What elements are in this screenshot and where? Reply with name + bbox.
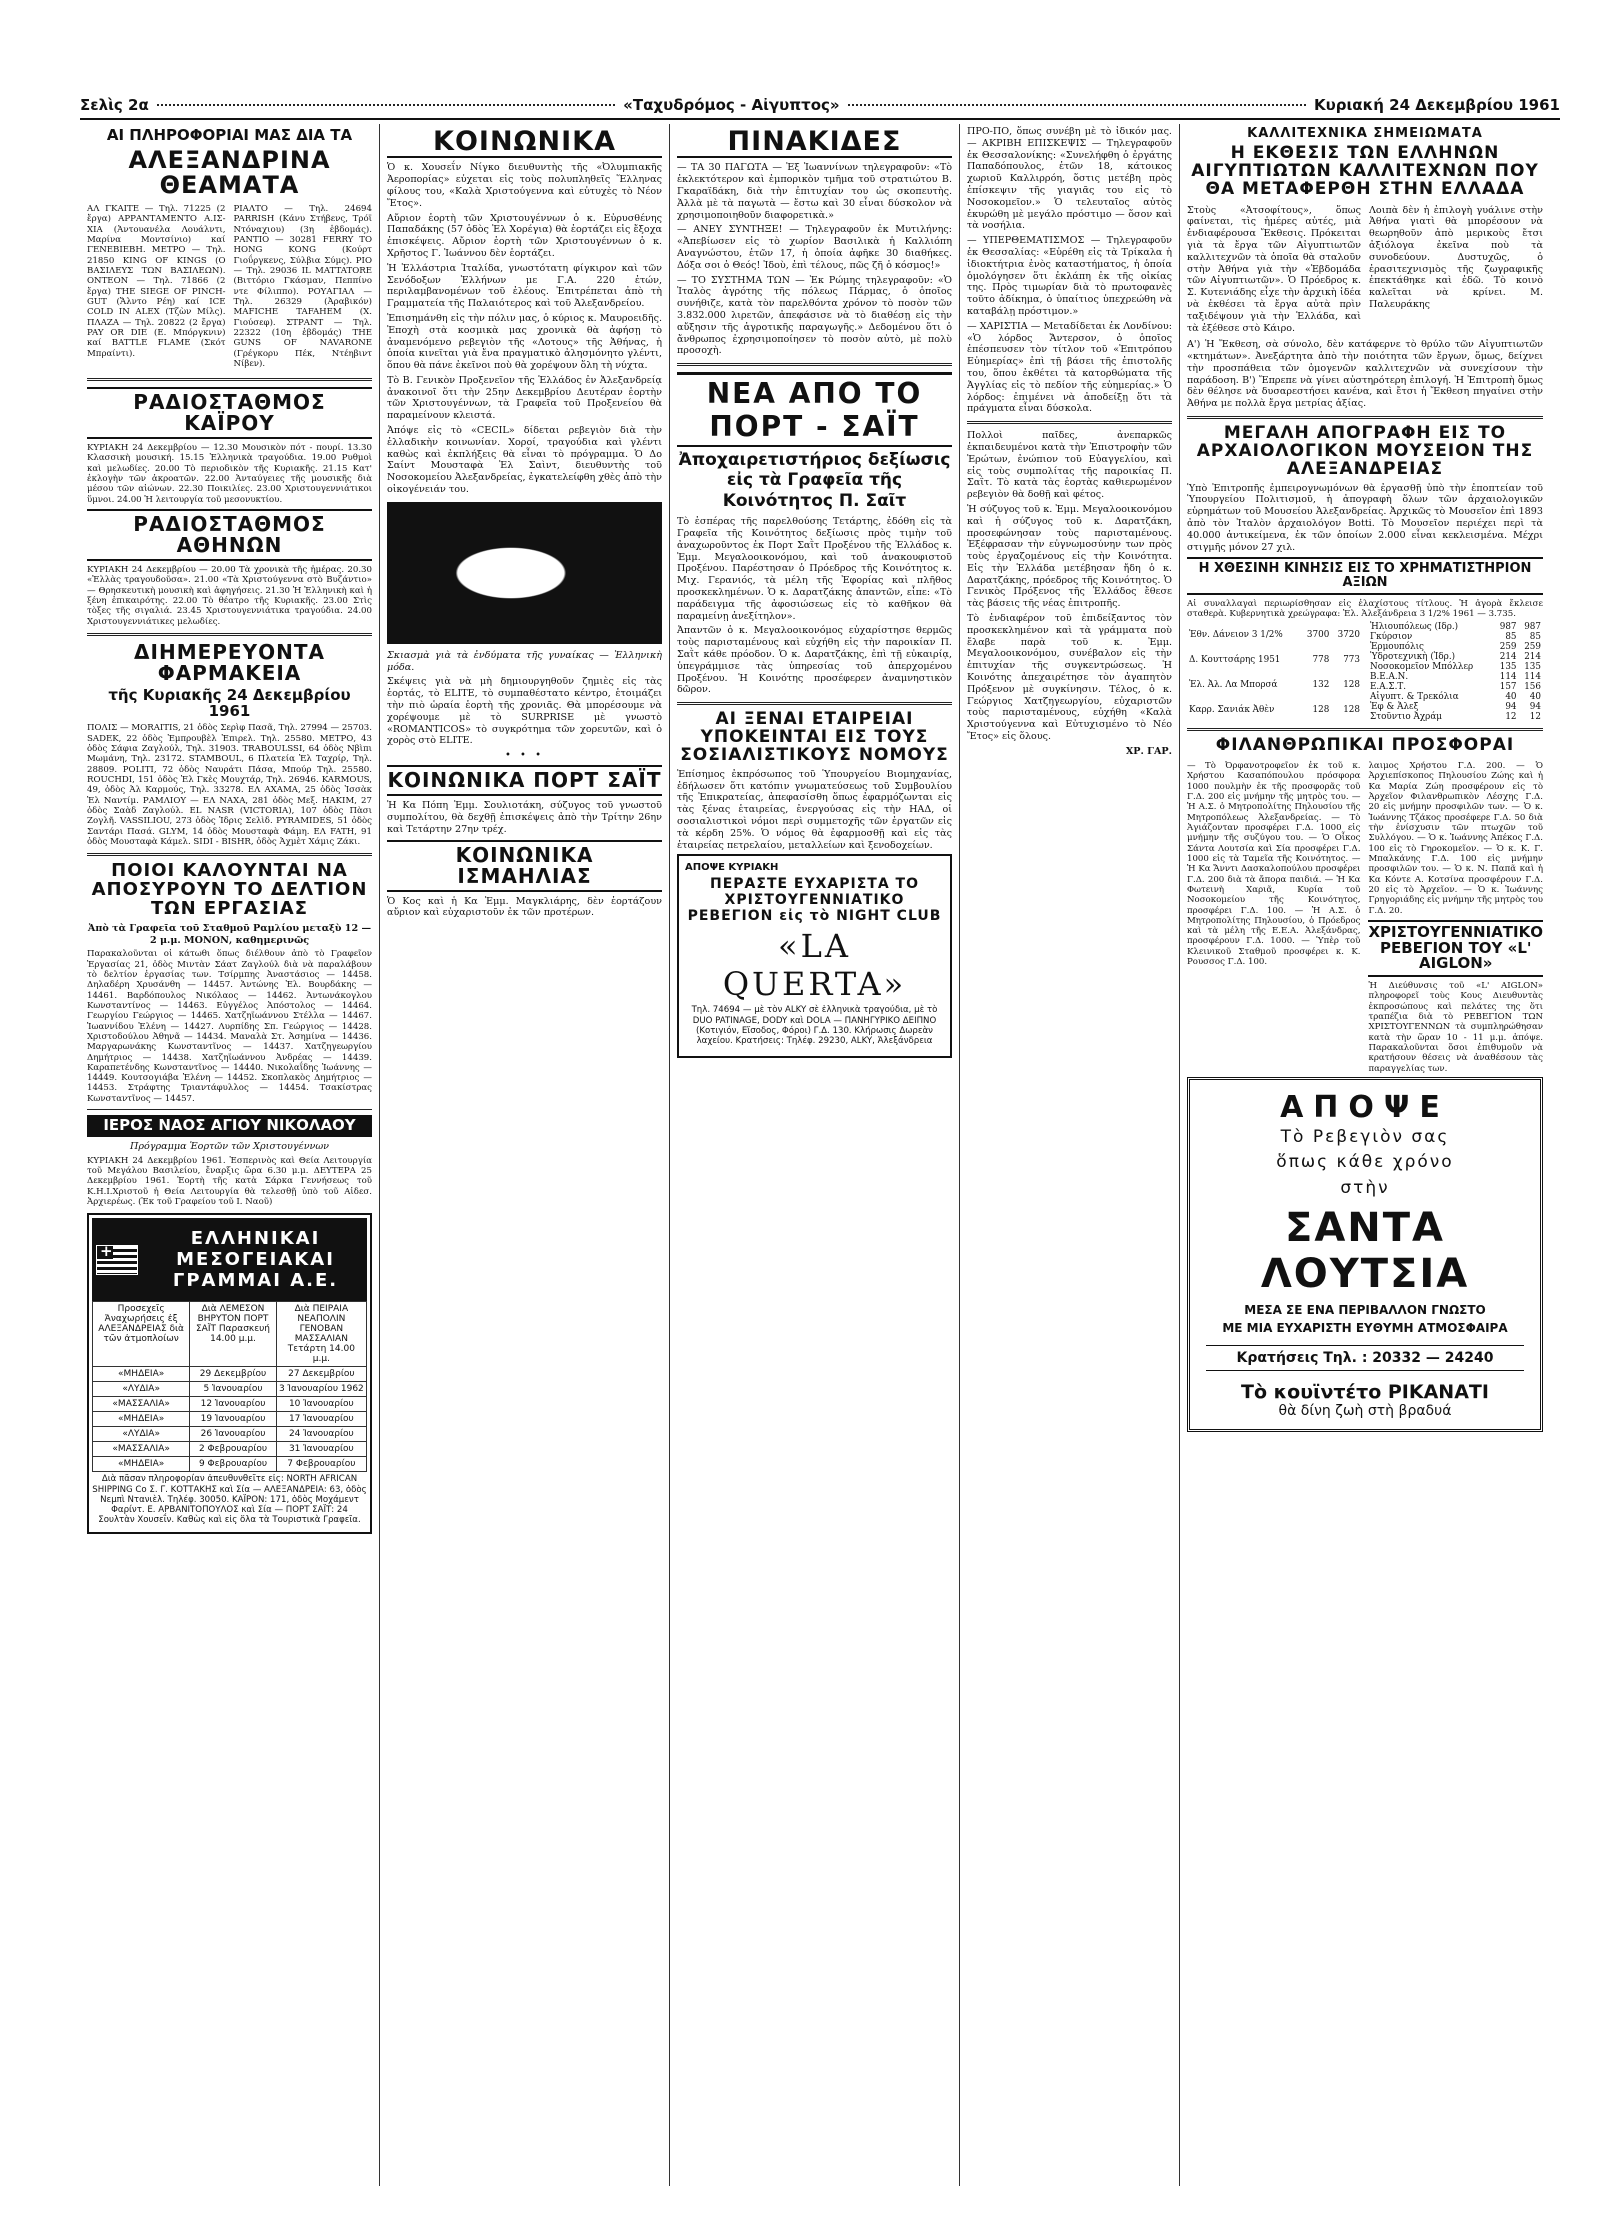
schedule-cell: 9 Φεβρουαρίου <box>190 1457 276 1472</box>
schedule-header: Διὰ ΠΕΙΡΑΙΑ ΝΕΑΠΟΛΙΝ ΓΕΝΟΒΑΝ ΜΑΣΣΑΛΙΑΝ Τετάρτη 14.00 μ.μ. <box>276 1302 366 1367</box>
santa-band-tagline: θὰ δίνη ζωὴ στὴ βραδυά <box>1278 1403 1452 1420</box>
santa-line: ὅπως κάθε χρόνο <box>1276 1152 1454 1173</box>
pinakides-title: ΠΙΝΑΚΙΔΕΣ <box>677 128 952 158</box>
portsaid-news-text: Τὸ ἑσπέρας τῆς παρελθούσης Τετάρτης, ἐδόθη εἰς τὰ Γραφεῖα τῆς Κοινότητος δεξίωσις πρὸς τιμὴν τοῦ ἀναχωροῦντος ἐκ Πορτ Σαῒτ Προξένου τῆς Ἑλλάδος κ. Ἐμμ. Μεγαλοοικονόμου, καὶ τοῦ ἀνακουφιστοῦ Προξένου. Παρέστησαν ὁ Πρόεδρος τῆς Κοινότητος κ. Μιχ. Γερανιός, τὰ μέλη τῆς Ἐφορίας καὶ πλῆθος προσκεκλημένων. Ὁ κ. Δαρατζάκης ἀπαντῶν, εἶπε: «Τὸ παράδειγμα τῆς ἀφοσιώσεως εἰς τὸ καθῆκον θὰ παραμείνῃ ἀνεξίτηλον». <box>677 516 952 622</box>
schedule-cell: 24 Ἰανουαρίου <box>276 1427 366 1442</box>
greek-flag-icon <box>96 1245 138 1275</box>
stock-price: 3720 <box>1337 629 1360 640</box>
schedule-cell: «ΜΗΔΕΙΑ» <box>93 1367 190 1382</box>
schedule-cell: 7 Φεβρουαρίου <box>276 1457 366 1472</box>
stock-row <box>1187 672 1362 697</box>
stock-price: 259 <box>1499 642 1517 653</box>
pinakides-item: — ΤΑ 30 ΠΑΓΩΤΑ — Ἐξ Ἰωαννίνων τηλεγραφοῦν: «Τὸ ἐκλεκτότερον καὶ ἐμπορικὸν τμῆμα τοῦ στρατιώτου Β. Γκαραϊδάκη, διὰ τὴν ἐπιτυχίαν του ὡς σκοπευτὴς. Ἀλλὰ μὲ τὰ παγωτὰ — ἔστω καὶ 30 εἶναι δύσκολον νὰ χρησιμοποιηθοῦν διαφορετικὰ.» <box>677 162 952 221</box>
la-querta-details: Τηλ. 74694 — μὲ τὸν ALKY σὲ ἑλληνικὰ τραγούδια, μὲ τὸ DUO PATINAGE, DODY καὶ DOLA — ΠΑΝΗΓΥΡΙΚΟ ΔΕΙΠΝΟ (Κοτιγιόν, Εἴσοδος, Φόροι) Γ.Δ. 130. Κλήρωσις Δωρεὰν λαχείου. Κρατήσεις: Τηλέφ. 29230, ALKY, Ἀλεξάνδρεια <box>691 1005 938 1047</box>
stock-name: Ἐθν. Δάνειον 3 1/2% <box>1189 629 1283 640</box>
stock-name: Στοῦντιο Ἀχράμ <box>1370 712 1442 723</box>
pharmacies-subtitle: τῆς Κυριακῆς 24 Δεκεμβρίου 1961 <box>108 685 351 720</box>
stock-price: 85 <box>1505 632 1517 643</box>
column-2: ΚΟΙΝΩΝΙΚΑ Ὁ κ. Χουσεΐν Νίγκο διευθυντὴς τῆς «Ὀλυμπιακῆς Ἀεροπορίας» εὐχεται εἰς τοὺς πολυπληθεῖς Ἕλληνας φίλους του, «Καλὰ Χριστούγεννα καὶ εὐτυχὲς τὸ Νέον Ἔτος». Αὔριον ἑορτὴ τῶν Χριστουγέννων ὁ κ. Εὐρυσθένης Παπαδάκης (57 ὁδὸς Ἐλ Χορέγια) θὰ ἑορτάζει εἰς ἔξοχα ἐπισκέψεις. Αὔριον ἑορτὴ τῶν Χριστουγέννων ὁ κ. Χρῆστος Γ. Ἰωάννου δὲν ἑορτάζει. Ἡ Ἑλλάστρια Ἰταλίδα, γνωστότατη φίγκιρον καὶ τῶν Σενόδοξων Ἑλλήνων με Γ.Α. 220 ἐτών, περιλαμβανομένων τοῦ ἐλέους. Ἐπιτρέπεται ἀπὸ τὴ Γραμματεία τῆς Παλαιότερος καὶ τοῦ Ἀλεξανδρείου. Ἐπισημάνθη εἰς τὴν πόλιν μας, ὁ κύριος κ. Μαυροειδῆς. Ἐποχὴ στὰ κοσμικὰ μας χρονικὰ θὰ ἀφήσῃ τὸ ἀναμενόμενο ρεβεγιὸν τῆς «Λοτους» τῆς Ἀθήνας, ἡ ὁποία κινεῖται γιὰ ἔνα πραγματικὸ ἀλησμόνητο γλέντι, ὅπου θὰ πάνε ἐκεῖνοι ποὺ θὰ χορέψουν ὅλη τὴ νύχτα. Τὸ Β. Γενικὸν Προξενεῖον τῆς Ἑλλάδος ἐν Ἀλεξανδρείᾳ ἀνακοινοῖ ὅτι τὴν 25ην Δεκεμβρίου Δευτέραν ἑορτὴν τῶν Χριστουγέννων, τὰ Γραφεῖα τοῦ Προξενείου θὰ παραμείνουν κλειστά. Ἀπόψε εἰς τὸ «CECIL» δίδεται ρεβεγιὸν διὰ τὴν ἐλλαδικὴν κοινωνίαν. Χοροί, τραγούδια καὶ γλέντι καθὼς καὶ ἐκπλήξεις θὰ εἶναι τὸ πρόγραμμα. Ὁ Δο Σαίντ Μουσταφὰ Ἐλ Σαὶντ, διευθυντὴς τοῦ Νοσοκομείου Ἀλεξανδρείας, ἐγκατελείφθη χθὲς ἀπὸ τὴν οἰκογένειάν του. Σκιασμὰ γιὰ τὰ ἐνδύματα τῆς γυναίκας — Ἐλληνικὴ μόδα. Σκέψεις γιὰ νὰ μὴ δημιουργηθοῦν ζημιὲς εἰς τὰς ἑορτάς, τὸ ELITE, τὸ συμπαθέστατο κέντρο, ἑτοιμάζει τὴν πιὸ ὡραία ἑορτὴ τῆς χρονιᾶς. Θὰ μπορέσουμε νὰ χορέψουμε μὲ τὸ SURPRISE μὲ γνωστὸ «ROMANTICOS» τὸ συγκρότημα τῶν χορευτῶν, καὶ ὁ χορὸς στὸ ELITE. • • • ΚΟΙΝΩΝΙΚΑ ΠΟΡΤ ΣΑΪΤ Ἡ Κα Πόπη Ἐμμ. Σουλιοτάκη, σύζυγος τοῦ γνωστοῦ συμπολίτου, θὰ δεχθῇ ἐπισκέψεις ἀπὸ τὴν Τρίτην 26ην καὶ Τετάρτην 27ην τρέχ. ΚΟΙΝΩΝΙΚΑ ΙΣΜΑΗΛΙΑΣ Ὁ Κος καὶ ἡ Κα Ἐμμ. Μαγκλιάρης, δὲν ἑορτάζουν αὔριον καὶ εὐχαριστοῦν ἐκ τῶν προτέρων. <box>380 124 670 2186</box>
pinakides-item: — ΧΑΡΙΣΤΙΑ — Μεταδίδεται ἐκ Λονδίνου: «Ὁ λόρδος Ἄντερσον, ὁ ὁποῖος ἐπέσπευσεν τὸν τίτλον τοῦ «Ἐπιτρόπου Εὐημερίας» ἐπὶ τῇ βάσει τῆς ἐπιστολῆς του, ὅπου ἐκθέτει τὰ κατορθώματα τῆς Ἀγγλίας εἰς τὸ πεδίον τῆς εὐημερίας.» Ὁ λόρδος: ἐπιμένει νὰ ἀποδείξῃ ὅτι τὰ πράγματα εἶναι δύσκολα. <box>967 320 1172 415</box>
stock-price: 214 <box>1524 652 1541 663</box>
theatres-list-b: ΡΙΑΛΤΟ — Τηλ. 24694 PARRISH (Κάνυ Στήβενς, Τρόϊ Ντόναχιου) (3η ἑβδομάς). ΡΑΝΤΙΟ — 30281 FERRY TO HONG KONG (Κούρτ Γιοΰργκενς, Σύλβια Σύμς). ΡΙΟ — Τηλ. 29036 IL MATTATORE (Βιττόριο Γκάσμαν, Πεππίνο ντε Φίλιππο). ΡΟΥΑΓΙΑΛ — Τηλ. 26329 (Ἀραβικόν) MAFICHE TAFAHEM (Χ. Γιούσεφ). ΣΤΡΑΝΤ — Τηλ. 22322 (10η ἑβδομάς) THE GUNS OF NAVARONE (Γρέγκορυ Πέκ, Ντέηβιντ Νίβεν). <box>233 204 372 369</box>
social-title: ΚΟΙΝΩΝΙΚΑ <box>387 128 662 158</box>
stock-row <box>1368 652 1543 662</box>
church-subtitle: Πρόγραμμα Ἑορτῶν τῶν Χριστουγέννων <box>129 1140 330 1152</box>
stock-row <box>1187 697 1362 722</box>
stock-price: 85 <box>1529 632 1541 643</box>
stock-row <box>1187 622 1362 647</box>
santa-line: Τὸ Ρεβεγιὸν σας <box>1280 1126 1450 1147</box>
schedule-row <box>93 1442 367 1457</box>
pinakides-item: — ΤΟ ΣΥΣΤΗΜΑ ΤΩΝ — Ἐκ Ρώμης τηλεγραφοῦν: «Ὁ Ἰταλὸς ἀγρότης τῆς πόλεως Πάρμας, ὁ ὁποῖος συνήθιζε, κατὰ τὸν παρελθόντα χρόνον τὸ ποσὸν τῶν 3.832.000 λιρετῶν, ἀπεφάσισε νὰ τὸ διαθέσῃ εἰς τὴν αὔξησιν τῆς ἀγροτικῆς παραγωγῆς.» Δεδομένου ὅτι ὁ ἄνθρωπος ἐχρησιμοποίησεν τὸ ποσὸν αὐτὸ, μὲ πολὺ προσοχὴ. <box>677 274 952 357</box>
radio-athens-title: ΡΑΔΙΟΣΤΑΘΜΟΣ ΑΘΗΝΩΝ <box>87 509 372 561</box>
shipping-ad <box>87 1213 372 1534</box>
stock-price: 156 <box>1524 682 1541 693</box>
portsaid-social-title: ΚΟΙΝΩΝΙΚΑ ΠΟΡΤ ΣΑΪΤ <box>387 765 662 796</box>
stock-price: 132 <box>1312 679 1330 690</box>
stock-exchange-title: Η ΧΘΕΣΙΝΗ ΚΙΝΗΣΙΣ ΕΙΣ ΤΟ ΧΡΗΜΑΤΙΣΤΗΡΙΟΝ ΑΞΙΩΝ <box>1187 557 1543 594</box>
art-title: Η ΕΚΘΕΣΙΣ ΤΩΝ ΕΛΛΗΝΩΝ ΑΙΓΥΠΤΙΩΤΩΝ ΚΑΛΛΙΤΕΧΝΩΝ ΠΟΥ ΘΑ ΜΕΤΑΦΕΡΘΗ ΣΤΗΝ ΕΛΛΑΔΑ <box>1191 143 1539 199</box>
art-text: Λοιπὰ δὲν ἡ ἐπιλογὴ γυάλινε στὴν Ἀθήνα γιατὶ θὰ μπορέσουν νὰ θεωρηθοῦν ἀπὸ μερικοὺς ἔτσι ἀξιόλογα ἐκεῖνα ποὺ τὰ συνοδεύουν. Δυστυχῶς, ὁ ἐρασιτεχνισμὸς τῆς ζωγραφικῆς ἐπεκτάθηκε καὶ ἐδῶ. Τὸ κοινὸ καλεῖται νὰ κρίνει. Μ. Παλευράκης <box>1369 204 1543 310</box>
ismailia-social-title: ΚΟΙΝΩΝΙΚΑ ΙΣΜΑΗΛΙΑΣ <box>387 840 662 892</box>
page-number: Σελὶς 2α <box>80 96 149 114</box>
shipping-schedule <box>92 1301 367 1472</box>
pinakides-item: — ΑΝΕΥ ΣΥΝΤΗΞΕ! — Τηλεγραφοῦν ἐκ Μυτιλήνης: «Ἀπεβίωσεν εἰς τὸ χωρίον Βασιλικὰ ἡ Καλλιόπη Αναγνώστου, ἐτῶν 17, ἡ ὁποία ἀφῆκε 30 διαθήκες. Δόξα σοι ὁ Θεός! Ἰδοὺ, ἐπὶ τέλους, πῶς ζῆ ὁ κόσμος!» <box>677 224 952 271</box>
santa-reservations: Κρατήσεις Τηλ. : 20332 — 24240 <box>1206 1345 1524 1371</box>
schedule-cell: 17 Ἰανουαρίου <box>276 1412 366 1427</box>
portsaid-news-text: Πολλοὶ παῖδες, ἀνεπαρκῶς ἐκπαιδευμένοι κατὰ τὴν Ἐπιστροφὴν τῶν Ἐρώτων, ἐνώπιον τοῦ Εὐαγγελίου, καὶ εἰς τοὺς συμπολίτας τῆς παροικίας Π. Σαῒτ. Τὸ κατὰ τὰς ἑορτὰς καθιερωμένον ρεβεγιὸν θὰ δοθῇ καὶ φέτος. <box>967 430 1172 501</box>
schedule-cell: «ΛΥΔΙΑ» <box>93 1382 190 1397</box>
art-text: Α') Ἡ Ἔκθεση, σὰ σύνολο, δὲν κατάφερνε τὸ θρύλο τῶν Αἰγυπτιωτῶν «κτημάτων». Ἀνεξάρτητα ἀπὸ τὴν ποιότητα τῶν ἔργων, ὅμως, δείχνει τὴν προσπάθεια τῶν ὁμογενῶν καλλιτεχνῶν νὰ συνεχίσουν τὴν παράδοση. Β') Ἔπρεπε νὰ γίνει αὐστηρότερη ἐπιλογή. Ἡ Ἐπιτροπὴ ὅμως δὲν θέλησε νὰ δυσαρεστήσει κανένα, καὶ ἔτσι ἡ Ἔκθεση πηγαίνει στὴν Ἀθήνα με πολλὰ ἔργα μετρίας ἀξίας. <box>1187 339 1543 410</box>
stock-price: 94 <box>1529 702 1541 713</box>
stock-price: 114 <box>1524 672 1541 683</box>
schedule-cell: «ΜΑΣΣΑΛΙΑ» <box>93 1397 190 1412</box>
schedule-cell: 10 Ἰανουαρίου <box>276 1397 366 1412</box>
stock-row <box>1368 682 1543 692</box>
schedule-cell: 3 Ἰανουαρίου 1962 <box>276 1382 366 1397</box>
stock-name: Ἐλ. Ἀλ. Λα Μπορσά <box>1189 679 1278 690</box>
header-dots <box>157 104 615 106</box>
schedule-cell: «ΜΗΔΕΙΑ» <box>93 1412 190 1427</box>
social-item: Ἐπισημάνθη εἰς τὴν πόλιν μας, ὁ κύριος κ. Μαυροειδῆς. Ἐποχὴ στὰ κοσμικὰ μας χρονικὰ θὰ ἀφήσῃ τὸ ἀναμενόμενο ρεβεγιὸν τῆς «Λοτους» τῆς Ἀθήνας, ἡ ὁποία κινεῖται γιὰ ἔνα πραγματικὸ ἀλησμόνητο γλέντι, ὅπου θὰ πάνε ἐκεῖνοι ποὺ θὰ χορέψουν ὅλη τὴ νύχτα. <box>387 312 662 372</box>
stock-price: 214 <box>1499 652 1517 663</box>
portsaid-news-text: Ἀπαντῶν ὁ κ. Μεγαλοοικονόμος εὐχαρίστησε θερμῶς τοὺς παρισταμένους καὶ εὐχήθη εἰς τὴν παροικίαν Π. Σαῒτ κάθε πρόοδον. Ὁ κ. Δαρατζάκης, ἐπὶ τῇ εὐκαιρίᾳ, ὑπεγράμμισε τὰς ὑπηρεσίας τοῦ ἀπερχομένου Προξένου. Ἡ Κοινότης προσέφερεν ἀναμνηστικὸν δῶρον. <box>677 625 952 696</box>
museum-text: Ὑπὸ Ἐπιτροπῆς ἐμπειρογνωμόνων θὰ ἐργασθῇ ὑπὸ τὴν ἐποπτείαν τοῦ Ὑπουργείου Πολιτισμοῦ, ἡ ἀπογραφὴ ὅλων τῶν ἀρχαιολογικῶν εὑρημάτων τοῦ Μουσείου Ἀλεξανδρείας. Ἀρχικῶς τὸ Μουσεῖον ἐπὶ 1893 ἀπὸ τὸν Ἰταλὸν ἀρχαιολόγον Botti. Τὸ Μουσεῖον περιέχει περὶ τὰ 40.000 ἀντικείμενα, ἐκ τῶν ὁποίων 2.000 εἶναι κεκλεισμένα. Μέχρι στιγμῆς μόνον 27 χιλ. <box>1187 482 1543 553</box>
stock-price: 128 <box>1343 704 1360 715</box>
theatres-list-a: ΑΛ ΓΚΑΙΤΕ — Τηλ. 71225 (2 ἔργα) ΑΡΡΑΝΤΑΜΕΝΤΟ Α.ΙΣ-ΧΙΑ (Ἀντουανέλα Λουάλντι, Μαρίνα Μοντσίνιο) καί ΓΕΝΕΒΙΕΒΗ. ΜΕΤΡΟ — Τηλ. 21850 KING OF KINGS (Ο ΒΑΣΙΛΕΥΣ ΤΩΝ ΒΑΣΙΛΕΩΝ). ΟΝΤΕΟΝ — Τηλ. 71866 (2 ἔργα) THE SIEGE OF PINCH-GUT (Ἄλντο Ρέη) καί ICE COLD IN ALEX (Τζὼν Μίλς). ΠΛΑΖΑ — Τηλ. 20822 (2 ἔργα) PAY OR DIE (Ε. Μπόργκνιν) καί BATTLE FLAME (Σκότ Μπραίντι). <box>87 204 226 359</box>
stock-name: Β.Ε.Α.Ν. <box>1370 672 1409 683</box>
stock-price: 773 <box>1343 654 1360 665</box>
stock-name: Ἡλιουπόλεως (Ιδρ.) <box>1370 622 1459 633</box>
social-item: Ἀπόψε εἰς τὸ «CECIL» δίδεται ρεβεγιὸν διὰ τὴν ἐλλαδικὴν κοινωνίαν. Χοροί, τραγούδια καὶ γλέντι καθὼς καὶ ἐκπλήξεις θὰ εἶναι τὸ πρόγραμμα. Ὁ Δο Σαίντ Μουσταφὰ Ἐλ Σαὶντ, διευθυντὴς τοῦ Νοσοκομείου Ἀλεξανδρείας, ἐγκατελείφθη χθὲς ἀπὸ τὴν οἰκογένειάν του. <box>387 425 662 496</box>
photo-caption: Σκιασμὰ γιὰ τὰ ἐνδύματα τῆς γυναίκας — Ἐλληνικὴ μόδα. <box>387 649 662 673</box>
radio-cairo-title: ΡΑΔΙΟΣΤΑΘΜΟΣ ΚΑΪΡΟΥ <box>87 387 372 439</box>
stock-name: Ὑδροτεχνικὴ (Ἰδρ.) <box>1370 652 1456 663</box>
stock-exchange-intro: Αἱ συναλλαγαὶ περιωρίσθησαν εἰς ἐλαχίστους τίτλους. Ἡ ἀγορὰ ἔκλεισε σταθερὰ. Κυβερνητικὰ χρεώγραφα: Ἐλ. Ἀλεξάνδρεια 3 1/2% 1961 — 3.735. <box>1187 598 1543 619</box>
stock-price: 40 <box>1505 692 1517 703</box>
church-title: ΙΕΡΟΣ ΝΑΟΣ ΑΓΙΟΥ ΝΙΚΟΛΑΟΥ <box>87 1115 372 1137</box>
foreign-companies-title: ΑΙ ΞΕΝΑΙ ΕΤΑΙΡΕΙΑΙ ΥΠΟΚΕΙΝΤΑΙ ΕΙΣ ΤΟΥΣ ΣΟΣΙΑΛΙΣΤΙΚΟΥΣ ΝΟΜΟΥΣ <box>680 709 949 765</box>
pinakides-item: — ΥΠΕΡΘΕΜΑΤΙΣΜΟΣ — Τηλεγραφοῦν ἐκ Θεσσαλίας: «Εὑρέθη εἰς τὰ Τρίκαλα ἡ ἰδιοκτήτρια ἑνὸς καταστήματος, ἡ ὁποία ὁμολόγησεν ὅτι ἐκλάπη ἐκ τῆς οἰκίας της. Πρὸς τιμωρίαν διὰ τὸ πρωτοφανὲς τοῦτο ἀδίκημα, ὁ ὑπαίτιος ὑπεχρεώθη νὰ καταβάλῃ πρόστιμον.» <box>967 235 1172 317</box>
column-1 <box>80 124 380 2186</box>
schedule-cell: 19 Ἰανουαρίου <box>190 1412 276 1427</box>
stock-price: 114 <box>1499 672 1517 683</box>
stock-row <box>1187 647 1362 672</box>
schedule-cell: 26 Ἰανουαρίου <box>190 1427 276 1442</box>
header-dots <box>848 104 1306 106</box>
stock-price: 12 <box>1505 712 1517 723</box>
schedule-cell: «ΜΑΣΣΑΛΙΑ» <box>93 1442 190 1457</box>
newspaper-name: «Ταχυδρόμος - Αἰγυπτος» <box>623 96 840 114</box>
ismailia-social-text: Ὁ Κος καὶ ἡ Κα Ἐμμ. Μαγκλιάρης, δὲν ἑορτάζουν αὔριον καὶ εὐχαριστοῦν ἐκ τῶν προτέρων. <box>387 895 662 919</box>
issue-date: Κυριακή 24 Δεκεμβρίου 1961 <box>1313 96 1560 114</box>
church-program: ΚΥΡΙΑΚΗ 24 Δεκεμβρίου 1961. Ἐσπερινὸς καὶ Θεία Λειτουργία τοῦ Μεγάλου Βασιλείου, ἔναρξις ὥρα 6.30 μ.μ. ΔΕΥΤΕΡΑ 25 Δεκεμβρίου 1961. Ἑορτὴ τῆς κατὰ Σάρκα Γεννήσεως τοῦ Κ.Η.Ι.Χριστοῦ ἡ Θεία Λειτουργία θὰ τελεσθῇ ὑπὸ τοῦ Αἰδεσ. Ἀρχιερέως. (Ἐκ τοῦ Γραφείου τοῦ I. Ναοῦ) <box>87 1155 372 1207</box>
stock-name: Καρρ. Σανιάκ Ἀθὲν <box>1189 704 1275 715</box>
stock-row <box>1368 662 1543 672</box>
schedule-header: Διὰ ΛΕΜΕΣΟΝ ΒΗΡΥΤΟΝ ΠΟΡΤ ΣΑΪΤ Παρασκευή 14.00 μ.μ. <box>190 1302 276 1367</box>
column-4 <box>960 124 1180 2186</box>
stock-price: 128 <box>1343 679 1360 690</box>
la-querta-headline: ΠΕΡΑΣΤΕ ΕΥΧΑΡΙΣΤΑ ΤΟ ΧΡΙΣΤΟΥΓΕΝΝΙΑΤΙΚΟ ΡΕΒΕΓΙΟΝ εἰς τὸ NIGHT CLUB <box>687 876 942 925</box>
shipping-company: ΕΛΛΗΝΙΚΑΙ ΜΕΣΟΓΕΙΑΚΑΙ ΓΡΑΜΜΑΙ Α.Ε. <box>172 1228 339 1292</box>
santa-line: στὴν <box>1340 1177 1390 1198</box>
stock-price: 135 <box>1499 662 1517 673</box>
stock-row <box>1368 712 1543 722</box>
fashion-photo <box>387 502 662 644</box>
pharmacies-list: ΠΟΛΙΣ — MORAITIS, 21 ὁδὸς Σερὶφ Πασᾶ, Τηλ. 27994 — 25703. SADEK, 22 ὁδὸς Ἐμπρουβὲλ Ἐπιρελ. Τηλ. 25580. ΜΕΤΡΟ, 43 ὁδὸς Σάφια Ζαγλούλ, Τηλ. 31903. TRABOULSSI, 64 ὁδὸς Νβὶπι Μωμάνη, Τηλ. 23172. STAMBOUL, 6 Πλατεία Ἐλ Ταχρίρ, Τηλ. 28809. POLITI, 72 ὁδὸς Ναυράτι Πάσα, Μπούρ Τηλ. 25580. ROUCHDI, 151 ὁδὸς Ἐλ Γκὲς Μουχτάρ, Τηλ. 26946. KARMOUS, 49, ὁδὸς Ἀλ Καρμούς, Τηλ. 33278. ΕΛ ΑΧΑΜΑ, 25 ὁδὸς Ἰσσὰκ Ἐλ Ναντίμ. ΡΑΜΛΙΟΥ — ΕΛ ΝΑΧΑ, 281 ὁδὸς Μεξ. HAKIM, 27 ὁδὸς Σαὰδ Ζαγλούλ. ΕL NASR (VICTORIA), 107 ὁδὸς Πὰσι Ζογλῆ. VASSILIOU, 273 ὁδὸς Ἰδρις Σελὶδ. PYRAMIDES, 51 ὁδὸς Σαντάρι Πασά. GLYM, 14 ὁδὸς Μουσταφὰ Φάμη. ΕΛ FATH, 91 ὁδὸς Μουσταφὰ Κάμελ. SIDI - BISHR, ὁδὸς Ἀχμὲτ Χάμις Ζάκι. <box>87 723 372 847</box>
column-3 <box>670 124 960 2186</box>
schedule-header: Προσεχεῖς Ἀναχωρήσεις ἐξ ΑΛΕΞΑΝΔΡΕΙΑΣ διὰ τῶν ἀτμοπλοίων <box>93 1302 190 1367</box>
contributions-subtitle: Ἀπὸ τὰ Γραφεῖα τοῦ Σταθμοῦ Ραμλίου μεταξὺ 12 — 2 μ.μ. ΜΟΝΟΝ, καθημερινῶς <box>87 922 372 946</box>
running-header <box>80 92 1560 120</box>
stock-row <box>1368 702 1543 712</box>
contributions-list: Παρακαλοῦνται οἱ κάτωθι ὅπως διέλθουν ἀπὸ τὸ Γραφεῖον Ἐργασίας 21, ὁδὸς Μιντὰν Σάατ Ζαγλούλ διὰ νὰ παραλάβουν τὸ δελτίον ἐργασίας των. Τσίρμπης Ἀναστάσιος — 14458. Δηλαδέρη Χρυσάνθη — 14457. Ἀντώνης Ἐλ. Βουρδάκης — 14461. Βαρδόπουλος Νικόλαος — 14462. Ἀντωνάκογλου Κωνσταντίνος — 14463. Εὐγγέλος Ἀπόστολος — 14464. Γεωργίου Γεώργιος — 14465. Χατζηϊωάννου Στέλλα — 14467. Ἰωαννίδου Ἑλένη — 14427. Λυρπίδης Σπ. Γεώργιος — 14428. Χριστοδούλου Ἀθηνᾶ — 14434. Μαναλὰ Στ. Ἀσημίνα — 14436. Μαργαρωνάκης Κωνσταντῖνος — 14437. Χατζηγεωργίου Δημήτριος — 14438. Χατζηϊωάννου Ἀνδρέας — 14439. Καραπετένδης Κωνσταντῖνος — 14440. Νικολαΐδης Ἰωάννης — 14449. Κουτσογιάβα Ἑλένη — 14452. Σκοπλακὸς Δημήτριος — 14453. Στράφτης Τριαντάφυλλος — 14454. Τσακίστρας Κωνσταντῖνος — 14457. <box>87 949 372 1104</box>
stock-row <box>1368 672 1543 682</box>
santa-band: Τὸ κουϊντέτο ΡΙΚΑΝΑΤΙ <box>1241 1381 1489 1404</box>
stock-price: 94 <box>1505 702 1517 713</box>
column-5 <box>1180 124 1550 2186</box>
stock-table-left <box>1187 622 1362 722</box>
pharmacies-title: ΔΙΗΜΕΡΕΥΟΝΤΑ ΦΑΡΜΑΚΕΙΑ <box>134 639 325 685</box>
schedule-cell: «ΛΥΔΙΑ» <box>93 1427 190 1442</box>
social-item: Ὁ κ. Χουσεΐν Νίγκο διευθυντὴς τῆς «Ὀλυμπιακῆς Ἀεροπορίας» εὐχεται εἰς τοὺς πολυπληθεῖς Ἕλληνας φίλους του, «Καλὰ Χριστούγεννα καὶ εὐτυχὲς τὸ Νέον Ἔτος». <box>387 162 662 209</box>
foreign-companies-text: Ἐπίσημος ἐκπρόσωπος τοῦ Ὑπουργείου Βιομηχανίας, ἐδήλωσεν ὅτι κατόπιν γνωματεύσεως τοῦ Συμβουλίου τῆς Ἐπικρατείας, ἀπεφασίσθη ὅπως ἐφαρμόζωνται εἰς τὰς ξένας ἑταιρείας, ἐνεργούσας εἰς τὴν ΗΑΔ, οἱ σοσιαλιστικοὶ νόμοι περὶ συμμετοχῆς τῶν ἐργατῶν εἰς τὰ κέρδη 25%. Ὁ νόμος θὰ ἐφαρμοσθῇ καὶ εἰς τὰς ἑταιρείας πετρελαίου, μεταλλείων καὶ ξενοδοχείων. <box>677 768 952 851</box>
schedule-row <box>93 1427 367 1442</box>
stock-name: Ἐφ & Ἀλεξ <box>1370 702 1419 713</box>
theatres-title: ΑΛΕΞΑΝΔΡΙΝΑ ΘΕΑΜΑΤΑ <box>128 145 331 199</box>
stock-name: Γκύρσιον <box>1370 632 1413 643</box>
stock-row <box>1368 632 1543 642</box>
columns <box>80 124 1560 2186</box>
santa-lucia-name: ΣΑΝΤΑ ΛΟΥΤΣΙΑ <box>1260 1205 1470 1298</box>
stock-price: 128 <box>1312 704 1330 715</box>
stock-price: 40 <box>1529 692 1541 703</box>
stock-price: 987 <box>1524 622 1541 633</box>
theatres-kicker: ΑΙ ΠΛΗΡΟΦΟΡΙΑΙ ΜΑΣ ΔΙΑ ΤΑ <box>106 126 353 144</box>
social-item: Αὔριον ἑορτὴ τῶν Χριστουγέννων ὁ κ. Εὐρυσθένης Παπαδάκης (57 ὁδὸς Ἐλ Χορέγια) θὰ ἑορτάζει εἰς ἔξοχα ἐπισκέψεις. Αὔριον ἑορτὴ τῶν Χριστουγέννων ὁ κ. Χρῆστος Γ. Ἰωάννου δὲν ἑορτάζει. <box>387 212 662 259</box>
contributions-title: ΠΟΙΟΙ ΚΑΛΟΥΝΤΑΙ ΝΑ ΑΠΟΣΥΡΟΥΝ ΤΟ ΔΕΛΤΙΟΝ ΤΩΝ ΕΡΓΑΣΙΑΣ <box>91 860 368 919</box>
stock-price: 987 <box>1499 622 1517 633</box>
social-item: Ἡ Ἑλλάστρια Ἰταλίδα, γνωστότατη φίγκιρον καὶ τῶν Σενόδοξων Ἑλλήνων με Γ.Α. 220 ἐτών, περιλαμβανομένων τοῦ ἐλέους. Ἐπιτρέπεται ἀπὸ τὴ Γραμματεία τῆς Παλαιότερος καὶ τοῦ Ἀλεξανδρείου. <box>387 262 662 310</box>
schedule-cell: 2 Φεβρουαρίου <box>190 1442 276 1457</box>
schedule-cell: 31 Ἰανουαρίου <box>276 1442 366 1457</box>
stock-price: 157 <box>1499 682 1517 693</box>
la-querta-ad <box>677 854 952 1057</box>
stock-price: 3700 <box>1306 629 1330 640</box>
santa-lucia-ad <box>1187 1077 1543 1433</box>
stock-row <box>1368 622 1543 632</box>
schedule-row <box>93 1367 367 1382</box>
schedule-row <box>93 1457 367 1472</box>
portsaid-news-subtitle: Ἀποχαιρετιστήριος δεξίωσις εἰς τὰ Γραφεῖα τῆς Κοινότητος Π. Σαῖτ <box>678 450 951 511</box>
stock-name: Νοσοκομεῖον Μπόλλερ <box>1370 662 1474 673</box>
schedule-cell: 27 Δεκεμβρίου <box>276 1367 366 1382</box>
reveillon-text: Ἡ Διεύθυνσις τοῦ «L' AIGLON» πληροφορεῖ τοὺς Κους Διευθυντὰς ἐκπροσώπους καὶ πελάτες της ὅτι τραπέζια διὰ τὸ ΡΕΒΕΓΙΟΝ ΤΩΝ ΧΡΙΣΤΟΥΓΕΝΝΩΝ τὰ συμπληρώθησαν κατὰ τὴν ὥραν 10 - 11 μ.μ. ἀπόψε. Παρακαλοῦνται ὅσοι ἐπιθυμοῦν νὰ κρατήσουν θέσεις νὰ ἀναθέσουν τὰς παραγγελίας των. <box>1368 981 1543 1074</box>
reveillon-title: ΧΡΙΣΤΟΥΓΕΝΝΙΑΤΙΚΟ ΡΕΒΕΓΙΟΝ ΤΟΥ «L' AIGLON» <box>1368 920 1543 977</box>
schedule-cell: 5 Ἰανουαρίου <box>190 1382 276 1397</box>
santa-tonight: ΑΠΟΨΕ <box>1280 1089 1450 1125</box>
philanthropy-list: λαιμος Χρήστου Γ.Δ. 200. — Ὁ Ἀρχιεπίσκοπος Πηλουσίου Ζώης καὶ ἡ Κα Μαρία Ζώη προσφέρουν εἰς τὸ Ἀρχεῖον Φιλανθρωπικὸν Λέσχης Γ.Δ. 20 εἰς μνήμην προσφιλῶν των. — Ὁ κ. Ἰωάννης Τζάκος προσέφερε Γ.Δ. 50 διὰ τὴν ἐνίσχυσιν τῶν πτωχῶν τοῦ Συλλόγου. — Ὁ κ. Ἰωάννης Ἀπέκος Γ.Δ. 100 εἰς τὸ Γηροκομεῖον. — Ὁ κ. Κ. Γ. Μπαλκάνης Γ.Δ. 100 εἰς μνήμην προσφιλῶν του. — Ὁ κ. Ν. Παπᾶ καὶ ἡ Κα Κόντε Α. Κοτσίνα προσφέρουν Γ.Δ. 20 εἰς τὸ Ἀρχεῖον. — Ὁ κ. Ἰωάννης Γρηγοριάδης εἰς μνήμην τῆς μητρὸς του Γ.Δ. 20. <box>1368 761 1543 916</box>
pinakides-item: ΠΡΟ-ΠΟ, ὅπως συνέβη μὲ τὸ ἰδικόν μας. — ΑΚΡΙΒΗ ΕΠΙΣΚΕΨΙΣ — Τηλεγραφοῦν ἐκ Θεσσαλονίκης: «Συνελήφθη ὁ ἐργάτης Παπαδόπουλος, ἐτῶν 18, κάτοικος χωριοῦ Καλλιρρόη, ὅστις μετέβη πρὸς ἐπίσκεψιν τῆς γιαγιᾶς του εἰς τὸ Νοσοκομεῖον.» Ὁ τελευταῖος αὐτὸς ἐκυρώθη μὲ μεγάλο πρόστιμο — ὅσον καὶ τὰ νοσήλια. <box>967 126 1172 232</box>
art-kicker: ΚΑΛΛΙΤΕΧΝΙΚΑ ΣΗΜΕΙΩΜΑΤΑ <box>1247 126 1483 141</box>
radio-cairo-schedule: ΚΥΡΙΑΚΗ 24 Δεκεμβρίου — 12.30 Μουσικὸν πότ - πουρί. 13.30 Κλασσικὴ μουσική. 15.15 Ἑλληνικὰ τραγούδια. 19.00 Ρυθμοὶ καὶ μελωδίες. 20.00 Τὸ περιοδικὸν τῆς Κυριακῆς. 21.15 Κατ' ἐκλογὴν τῶν ἀκροατῶν. 22.00 Ἀνταύγειες τῆς μουσικῆς διὰ μέσου τῶν αἰώνων. 22.30 Ποικιλίες. 23.00 Χριστουγεννιάτικοι ὕμνοι. 24.00 Ἡ λειτουργία τοῦ μεσονυκτίου. <box>87 443 372 505</box>
stock-price: 259 <box>1524 642 1541 653</box>
santa-tagline: ΜΕΣΑ ΣΕ ΕΝΑ ΠΕΡΙΒΑΛΛΟΝ ΓΝΩΣΤΟ <box>1244 1303 1486 1318</box>
stock-name: Ἑρμουπόλις <box>1370 642 1424 653</box>
schedule-cell: «ΜΗΔΕΙΑ» <box>93 1457 190 1472</box>
radio-athens-schedule: ΚΥΡΙΑΚΗ 24 Δεκεμβρίου — 20.00 Τὰ χρονικὰ τῆς ἡμέρας. 20.30 «Ἑλλὰς τραγουδοῦσα». 21.00 «Τὰ Χριστούγεννα στὸ Βυζάντιο» — Θρησκευτικὴ μουσικὴ καὶ ἀφηγήσεις. 21.30 Ἡ Ἑλληνικὴ καὶ ἡ ξένη ἐπικαιρότης. 22.00 Τὸ θέατρο τῆς Κυριακῆς. 23.00 Στὶς τὸξες τῆς σιγαλιά. 23.45 Χριστουγεννιάτικα τραγούδια. 24.00 Χριστουγεννιάτικες μελωδίες. <box>87 565 372 627</box>
shipping-banner <box>92 1218 367 1301</box>
social-item: Τὸ Β. Γενικὸν Προξενεῖον τῆς Ἑλλάδος ἐν Ἀλεξανδρείᾳ ἀνακοινοῖ ὅτι τὴν 25ην Δεκεμβρίου Δευτέραν ἑορτὴν τῶν Χριστουγέννων, τὰ Γραφεῖα τοῦ Προξενείου θὰ παραμείνουν κλειστά. <box>387 374 662 422</box>
schedule-cell: 29 Δεκεμβρίου <box>190 1367 276 1382</box>
philanthropy-title: ΦΙΛΑΝΘΡΩΠΙΚΑΙ ΠΡΟΣΦΟΡΑΙ <box>1215 735 1515 756</box>
santa-tagline: ΜΕ ΜΙΑ ΕΥΧΑΡΙΣΤΗ ΕΥΘΥΜΗ ΑΤΜΟΣΦΑΙΡΑ <box>1222 1321 1508 1336</box>
schedule-row <box>93 1397 367 1412</box>
shipping-agents: Διὰ πᾶσαν πληροφορίαν ἀπευθυνθεῖτε εἰς: NORTH AFRICAN SHIPPING Co Σ. Γ. ΚΟΤΤΑΚΗΣ καὶ Σία — ΑΛΕΞΑΝΔΡΕΙΑ: 63, ὁδὸς Νεμπὶ Ντανιὲλ. Τηλέφ. 30050. ΚΑΪΡΟΝ: 171, ὁδὸς Μοχάμεντ Φαρίντ. Ε. ΑΡΒΑΝΙΤΟΠΟΥΛΟΣ καὶ Σία — ΠΟΡΤ ΣΑΪΤ: 24 Σουλτὰν Χουσεΐν. Καθὼς καὶ εἰς ὅλα τὰ Τουριστικὰ Γραφεῖα. <box>92 1474 367 1526</box>
stock-price: 135 <box>1524 662 1541 673</box>
stock-row <box>1368 692 1543 702</box>
la-querta-name: «LA QUERTA» <box>722 927 907 1004</box>
portsaid-news-banner: ΝΕΑ ΑΠΟ ΤΟ ΠΟΡΤ - ΣΑΪΤ <box>677 372 952 447</box>
stock-name: Δ. Κουττσάρης 1951 <box>1189 654 1281 665</box>
stock-price: 12 <box>1529 712 1541 723</box>
social-item: Σκέψεις γιὰ νὰ μὴ δημιουργηθοῦν ζημιὲς εἰς τὰς ἑορτάς, τὸ ELITE, τὸ συμπαθέστατο κέντρο, ἑτοιμάζει τὴν πιὸ ὡραία ἑορτὴ τῆς χρονιᾶς. Θὰ μπορέσουμε νὰ χορέψουμε μὲ τὸ SURPRISE μὲ γνωστὸ «ROMANTICOS» τὸ συγκρότημα τῶν χορευτῶν, καὶ ὁ χορὸς στὸ ELITE. <box>387 676 662 747</box>
stock-quotes <box>1187 622 1543 722</box>
portsaid-news-text: Τὸ ἐνδιαφέρον τοῦ ἐπιδείξαντος τὸν προσκεκλημένον καὶ τὰ γράμματα ποὺ ἔλαβε παρὰ τοῦ κ. Ἐμμ. Μεγαλοοικονόμου, συνέβαλον εἰς τὴν ἐπιτυχίαν τῆς συγκεντρώσεως. Ἡ Κοινότης ἀπεχαιρέτησε τὸν ἀγαπητὸν Πρόξενον μὲ συγκίνησιν. Τέλος, ὁ κ. Γεώργιος Χατζηγεωργίου, εὐχαριστῶν τοὺς παρισταμένους, εὐχήθη «Καλὰ Χριστούγεννα καὶ Εὐτυχισμένο τὸ Νέο Ἔτος» εἰς ὅλους. <box>967 613 1172 743</box>
schedule-row <box>93 1412 367 1427</box>
museum-title: ΜΕΓΑΛΗ ΑΠΟΓΡΑΦΗ ΕΙΣ ΤΟ ΑΡΧΑΙΟΛΟΓΙΚΟΝ ΜΟΥΣΕΙΟΝ ΤΗΣ ΑΛΕΞΑΝΔΡΕΙΑΣ <box>1196 423 1534 479</box>
stock-table-right <box>1368 622 1543 722</box>
schedule-cell: 12 Ἰανουαρίου <box>190 1397 276 1412</box>
portsaid-news-text: Ἡ σύζυγος τοῦ κ. Ἐμμ. Μεγαλοοικονόμου καὶ ἡ σύζυγος τοῦ κ. Δαρατζάκη, προσεφώνησαν τοὺς παρισταμένους. Ἐξέφρασαν τὴν εὐγνωμοσύνην των πρὸς τοὺς ἐργαζομένους εἰς τὴν Κοινότητα. Εἰς τὴν Ἑλλάδα μετέβησαν ἤδη ὁ κ. Δαρατζάκης, πρόεδρος τῆς Κοινότητος. Ὁ Γενικὸς Πρόξενος τῆς Ἑλλάδος ἔθεσε τὰς βάσεις τῆς νέας ἐπιτροπῆς. <box>967 503 1172 610</box>
stock-row <box>1368 642 1543 652</box>
stock-name: Αἰγυπτ. & Τρεκόλια <box>1370 692 1459 703</box>
schedule-row <box>93 1382 367 1397</box>
philanthropy-list: — Τὸ Ὀρφανοτροφεῖον ἐκ τοῦ κ. Χρήστου Κασαπόπουλου πρόσφορα 1000 πουλμὴν ἐκ τῆς προσφορᾶς τοῦ Γ.Δ. 200 εἰς μνήμην τῆς μητρὸς του. — Ἡ Α.Σ. ὁ Μητροπολίτης Πηλουσίου τῆς Μητροπόλεως Ἀλεξανδρείας. — Τὸ Ἀγιάζονταν προσφέρει Γ.Δ. 1000 εἰς μνήμην τῆς συζύγου του. — Ὁ Οἶκος Σάντα Λουτσία καὶ Σία προσφέρει Γ.Δ. 1000 εἰς τὰ Ταμεῖα τῆς Κοινότητος. — Ἡ Κα Ἄνντι Δασκαλοπούλου προσφέρει Γ.Δ. 200 διὰ τὰ ἄπορα παιδιά. — Ἡ Κα Φωτεινὴ Χαριᾶ, Κυρία τοῦ Νοσοκομείου τῆς Κοινότητος, προσφέρει Γ.Δ. 100. — Ἡ Α.Σ. ὁ Μητροπολίτης Πηλουσίου, ὁ Πρόεδρος καὶ τὰ μέλη τῆς Ε.Ε.Α. Ἀλεξάνδρας, προσφέρουν Γ.Δ. 1000. — Ὑπὲρ τοῦ Κλεινικοῦ Σταθμοῦ προσφέρει κ. Κ. Ρουσσος Γ.Δ. 100. <box>1187 761 1361 968</box>
la-querta-kicker: ΑΠΟΨΕ ΚΥΡΙΑΚΗ <box>685 862 779 874</box>
stock-name: Ε.Α.Σ.Τ. <box>1370 682 1407 693</box>
art-text: Στοὺς «Ἀτσοφίτους», ὅπως φαίνεται, τὶς ἡμέρες αὐτές, μιὰ ἐνδιαφέρουσα Ἔκθεσις. Πρόκειται γιὰ τὰ ἔργα τῶν Αἰγυπτιωτῶν καλλιτεχνῶν τὰ ὁποῖα θὰ σταλοῦν στὴν Ἀθήνα γιὰ τὴν «Ἑβδομάδα τῶν Αἰγυπτιωτῶν». Ὁ Πρόεδρος κ. Σ. Κυτενιάδης εἶχε τὴν ἀρχικὴ ἰδέα νὰ ἐκθέσει τὰ ἔργα αὐτὰ πρὶν ταξιδέψουν γιὰ τὴν Ἑλλάδα, καὶ τὰ ἐξέθεσε στὸ Κάιρο. <box>1187 204 1361 334</box>
author-signature: ΧΡ. ΓΑΡ. <box>1125 745 1172 757</box>
stock-price: 778 <box>1312 654 1330 665</box>
portsaid-social-text: Ἡ Κα Πόπη Ἐμμ. Σουλιοτάκη, σύζυγος τοῦ γνωστοῦ συμπολίτου, θὰ δεχθῇ ἐπισκέψεις ἀπὸ τὴν Τρίτην 26ην καὶ Τετάρτην 27ην τρέχ. <box>387 800 662 835</box>
